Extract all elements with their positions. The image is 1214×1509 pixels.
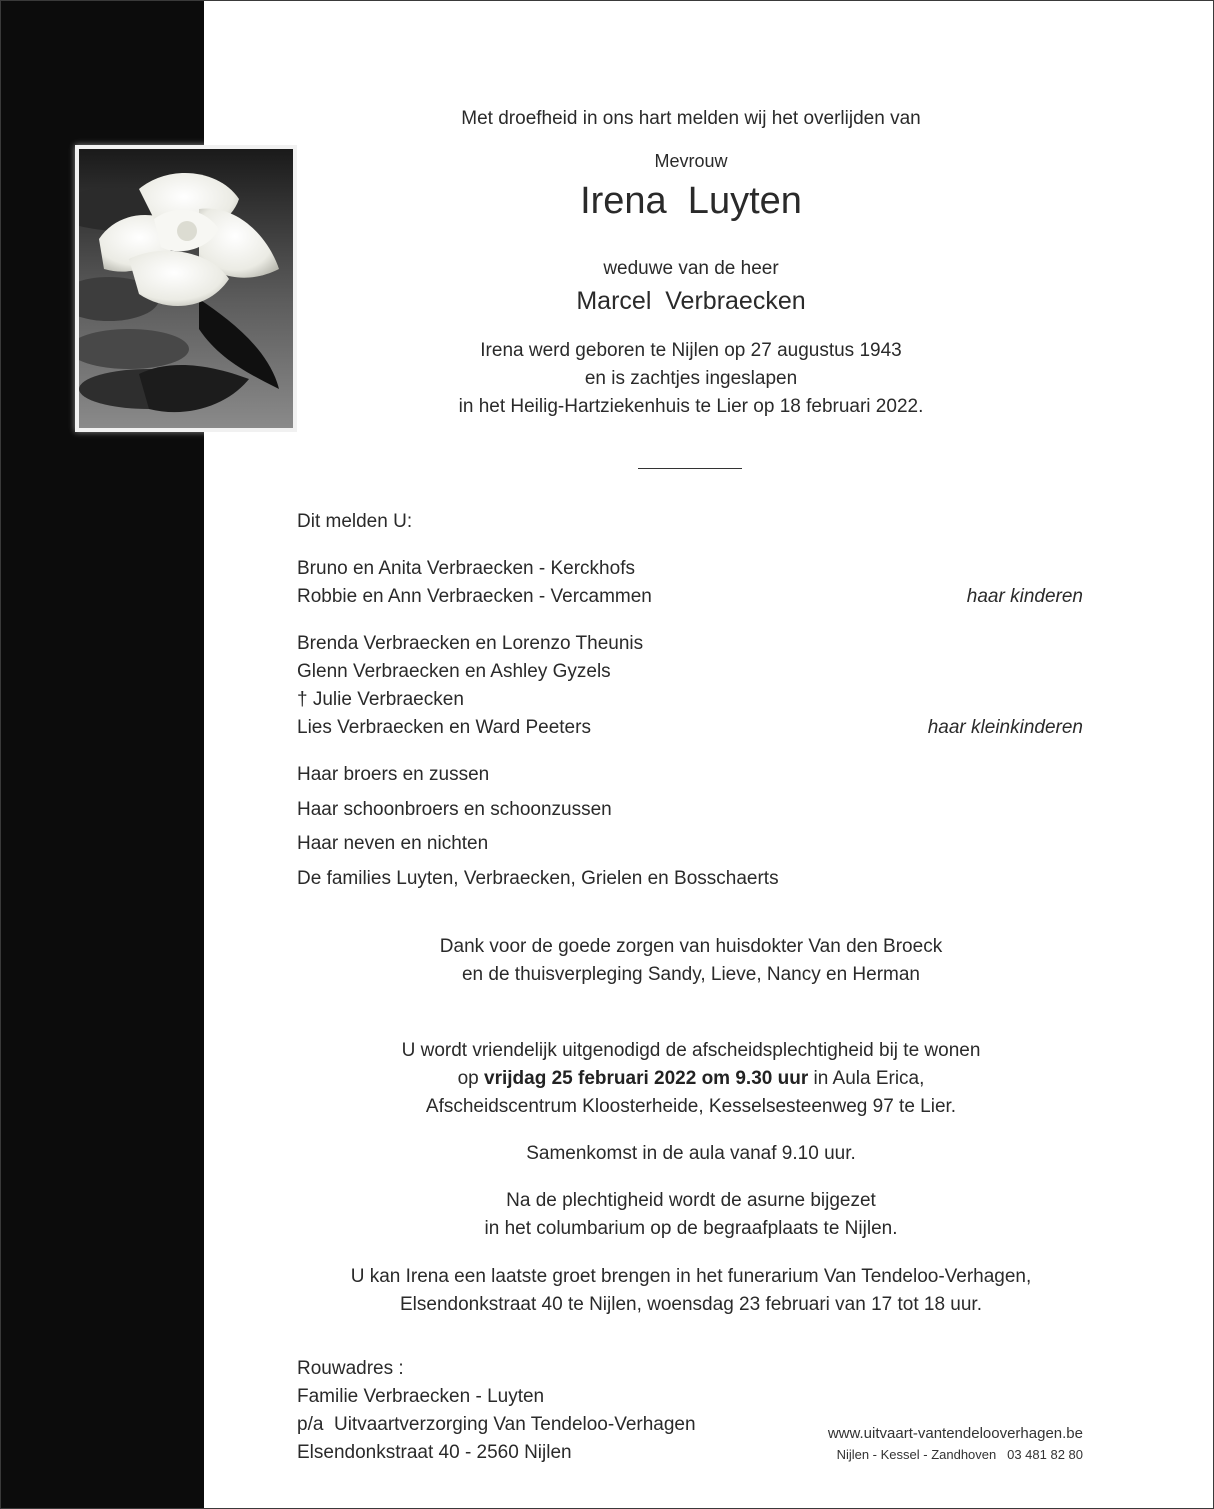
spouse-name: Marcel Verbraecken <box>576 287 806 315</box>
thanks-line: en de thuisverpleging Sandy, Lieve, Nancy en Herman <box>461 964 921 985</box>
urn-line: in het columbarium op de begraafplaats te Nijlen. <box>484 1218 898 1239</box>
address-line: p/a Uitvaartverzorging Van Tendeloo-Verhagen <box>297 1414 696 1435</box>
child-name: Robbie en Ann Verbraecken - Vercammen <box>297 586 652 607</box>
relation-text: weduwe van de heer <box>603 258 779 279</box>
grandchild-name: Brenda Verbraecken en Lorenzo Theunis <box>297 633 644 654</box>
divider-line <box>638 468 742 469</box>
ceremony-datetime: vrijdag 25 februari 2022 om 9.30 uur <box>484 1068 809 1089</box>
family-line-other: Haar schoonbroers en schoonzussen <box>297 799 612 820</box>
family-line-grandchild <box>297 630 1083 658</box>
ceremony-date-line <box>291 1065 1091 1093</box>
child-name: Bruno en Anita Verbraecken - Kerckhofs <box>297 558 635 579</box>
life-line: in het Heilig-Hartziekenhuis te Lier op 18 februari 2022. <box>458 396 924 417</box>
grandchild-name: † Julie Verbraecken <box>297 689 464 710</box>
address-line: Familie Verbraecken - Luyten <box>297 1386 545 1407</box>
family-line-grandchild <box>297 658 1083 686</box>
gardenia-image <box>79 149 293 428</box>
address-line: Elsendonkstraat 40 - 2560 Nijlen <box>297 1442 572 1463</box>
ceremony-pre: op <box>457 1068 485 1089</box>
gathering-text: Samenkomst in de aula vanaf 9.10 uur. <box>526 1143 856 1164</box>
grandchild-name: Glenn Verbraecken en Ashley Gyzels <box>297 661 611 682</box>
intro-text: Met droefheid in ons hart melden wij het overlijden van <box>461 108 921 129</box>
grandchildren-role: haar kleinkinderen <box>927 717 1083 738</box>
family-line-other: Haar broers en zussen <box>297 764 490 785</box>
ceremony-post: in Aula Erica, <box>808 1068 925 1089</box>
announcers-heading: Dit melden U: <box>297 511 413 532</box>
visit-line: Elsendonkstraat 40 te Nijlen, woensdag 23 februari van 17 tot 18 uur. <box>400 1294 982 1315</box>
children-role: haar kinderen <box>966 586 1083 607</box>
visit-line: U kan Irena een laatste groet brengen in het funerarium Van Tendeloo-Verhagen, <box>350 1266 1032 1287</box>
life-line: Irena werd geboren te Nijlen op 27 augustus 1943 <box>480 340 902 361</box>
thanks-line: Dank voor de goede zorgen van huisdokter Van den Broeck <box>439 936 943 957</box>
deceased-name: Irena Luyten <box>580 180 802 222</box>
life-line: en is zachtjes ingeslapen <box>584 368 798 389</box>
family-line-child <box>297 555 1083 583</box>
ceremony-location: Afscheidscentrum Kloosterheide, Kesselsesteenweg 97 te Lier. <box>425 1096 957 1117</box>
family-line-child <box>297 583 1083 611</box>
urn-line: Na de plechtigheid wordt de asurne bijgezet <box>506 1190 876 1211</box>
funeral-home-contact: Nijlen - Kessel - Zandhoven 03 481 82 80 <box>836 1447 1083 1462</box>
salutation: Mevrouw <box>654 151 728 171</box>
family-line-grandchild <box>297 686 1083 714</box>
ceremony-invitation: U wordt vriendelijk uitgenodigd de afscheidsplechtigheid bij te wonen <box>401 1040 981 1061</box>
family-line-grandchild <box>297 714 1083 742</box>
white-flower-photo <box>75 145 297 432</box>
family-line-other: De families Luyten, Verbraecken, Grielen en Bosschaerts <box>297 868 779 889</box>
funeral-home-website: www.uitvaart-vantendelooverhagen.be <box>827 1425 1083 1442</box>
grandchild-name: Lies Verbraecken en Ward Peeters <box>297 717 591 738</box>
family-line-other: Haar neven en nichten <box>297 833 489 854</box>
address-heading: Rouwadres : <box>297 1358 404 1379</box>
